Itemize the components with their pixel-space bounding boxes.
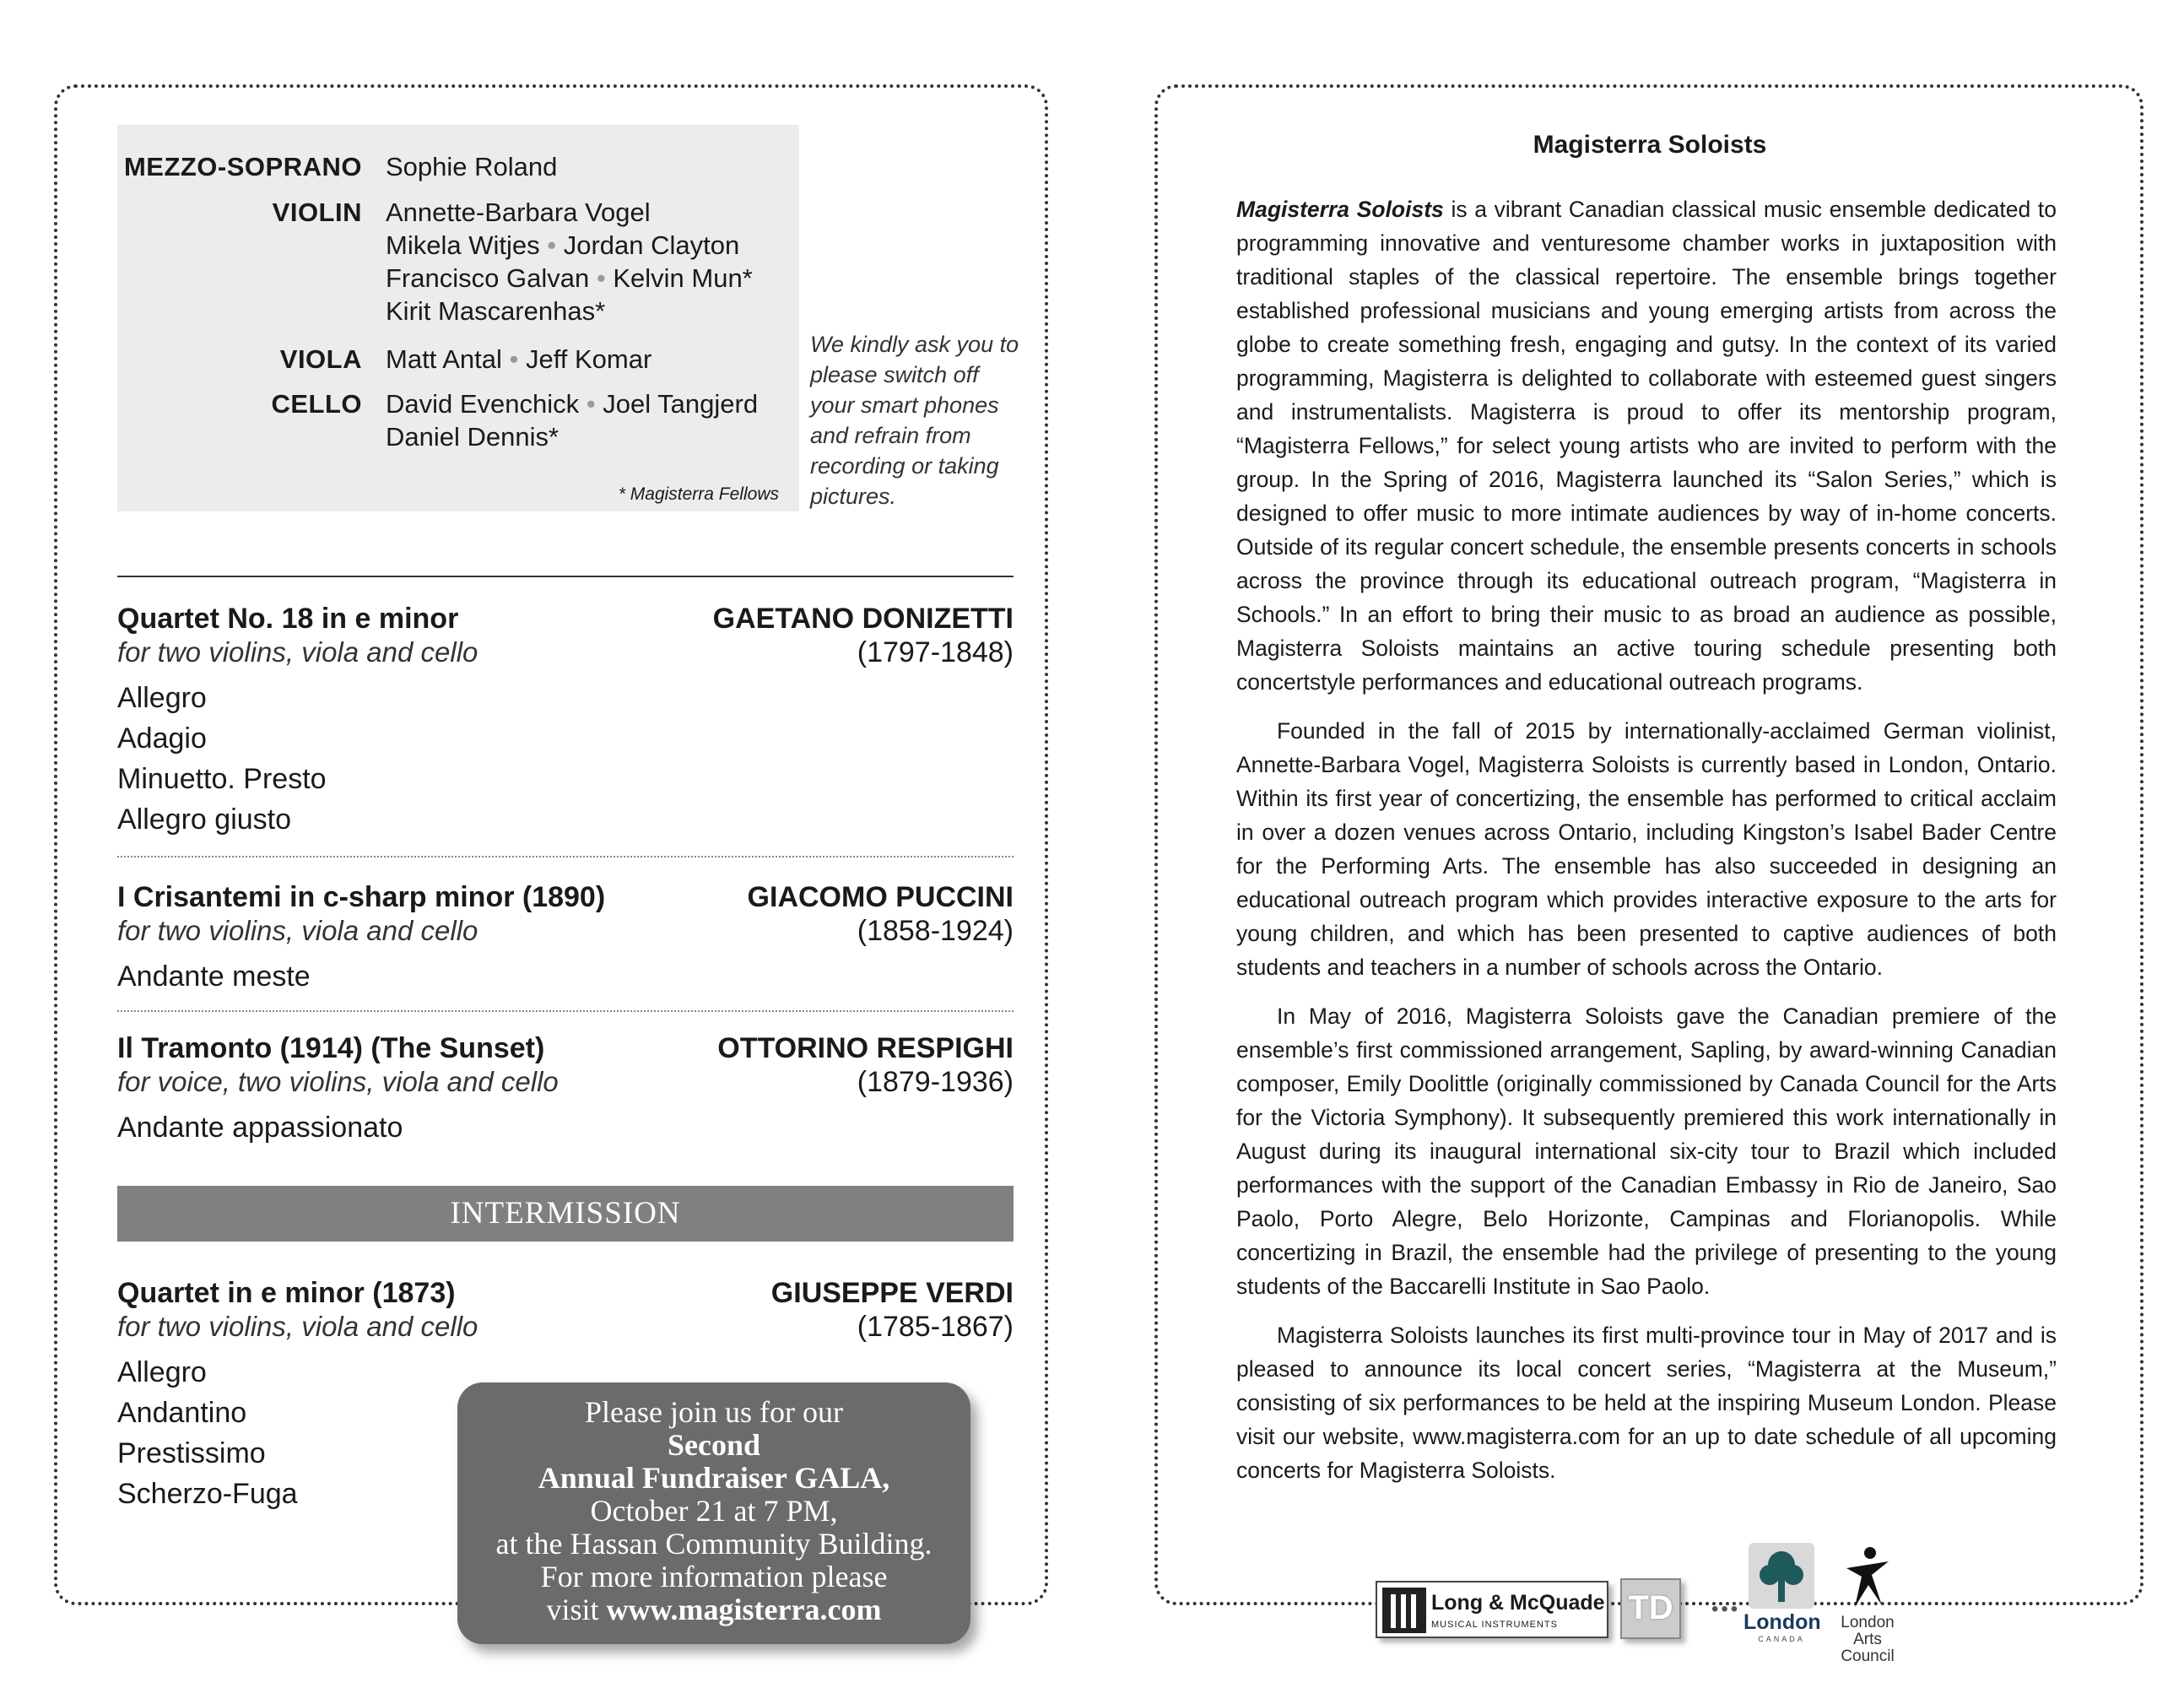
- work-divider: [117, 856, 1014, 858]
- gala-announcement: [457, 1382, 970, 1644]
- bio-paragraph: Founded in the fall of 2015 by internationally-acclaimed German violinist, Annette-Barbara Vogel, Magisterra Soloists is currently based in London, Ontario. Within its first year of concertizing, the ensemble has performed to critical acclaim in over a dozen venues across Ontario, including Kingston’s Isabel Bader Centre for the Performing Arts. The ensemble has also succeeded in designing an educational outreach program which provides interactive exposure to the arts for young children, and which has been presented to captive audiences of both students and teachers in a number of schools across the Ontario.: [1236, 718, 2057, 980]
- gala-website-link[interactable]: www.magisterra.com: [606, 1593, 882, 1626]
- sponsor-subtitle: CANADA: [1758, 1635, 1805, 1643]
- movement-list: [117, 678, 1014, 840]
- program-work: [117, 1031, 1014, 1148]
- work-instrumentation: for two violins, viola and cello: [117, 636, 478, 668]
- gala-visit-text: visit: [546, 1593, 607, 1626]
- movement: Adagio: [117, 722, 207, 755]
- long-mcquade-icon: [1382, 1588, 1426, 1633]
- bio-paragraph-text: is a vibrant Canadian classical music ensemble dedicated to programming innovative and venturesome chamber works in juxtaposition with traditional staples of the classical repertoire. The ensemble brings together established professional musicians and young emerging artists from across the globe to create something fresh, engaging and gutsy. In the context of its varied programming, Magisterra is delighted to collaborate with esteemed guest singers and instrumentalists. Magisterra is proud to offer its mentorship program, “Magisterra Fellows,” for select young artists who are invited to perform with the group. In the Spring of 2016, Magisterra launched its “Salon Series,” which is designed to offer music to more intimate audiences by way of in-home concerts. Outside of its regular concert schedule, the ensemble presents concerts in schools across the province through its educational outreach program, “Magisterra in Schools.” In an effort to bring their music to as broad an audience as possible, Magisterra Soloists maintains an active touring schedule presenting both concertstyle performances and educational outreach programs.: [1236, 197, 2057, 695]
- movement-list: [117, 1107, 1014, 1148]
- composer: [713, 602, 1014, 669]
- gala-emphasis: Second: [667, 1428, 761, 1462]
- performer-name: Kirit Mascarenhas*: [386, 296, 606, 326]
- role-label: MEZZO-SOPRANO: [123, 152, 362, 181]
- fellows-footnote: * Magisterra Fellows: [618, 484, 779, 504]
- performer-name: Sophie Roland: [386, 152, 558, 181]
- movement: Allegro: [117, 1356, 207, 1388]
- performer-name: David Evenchick: [386, 389, 580, 419]
- composer-name: GIUSEPPE VERDI: [770, 1277, 1014, 1309]
- movement: Allegro: [117, 682, 207, 714]
- gala-line: [457, 1429, 970, 1462]
- performer-name: Francisco Galvan: [386, 263, 590, 293]
- program-work: [117, 602, 1014, 840]
- bio-paragraph: [1236, 192, 2057, 699]
- work-title: Quartet No. 18 in e minor: [117, 603, 459, 635]
- section-divider: [117, 576, 1014, 577]
- bio-lead: Magisterra Soloists: [1236, 197, 1444, 222]
- composer: [748, 880, 1014, 948]
- composer-years: (1858-1924): [857, 915, 1014, 947]
- composer-name: GAETANO DONIZETTI: [712, 603, 1014, 635]
- movement: Prestissimo: [117, 1437, 266, 1469]
- movement: Allegro giusto: [117, 803, 292, 836]
- logo-separator: •••: [1711, 1598, 1741, 1620]
- work-title: Quartet in e minor (1873): [117, 1277, 456, 1309]
- phone-notice: We kindly ask you to please switch off your smart phones and refrain from recording or taking pictures.: [810, 332, 1019, 509]
- bullet-separator: •: [509, 344, 519, 374]
- bullet-separator: •: [596, 263, 606, 293]
- bio-paragraph: In May of 2016, Magisterra Soloists gave the Canadian premiere of the ensemble’s first commissioned arrangement, Sapling, by award-winning Canadian composer, Emily Doolittle (originally commissioned by Canada Council for the Arts for the Victoria Symphony). It subsequently premiered this work internationally in August during its inaugural international six-city tour to Brazil which included performances with the support of the Canadian Embassy in Rio de Janeiro, Sao Paolo, Porto Alegre, Belo Horizonte, Campinas and Florianopolis. While concertizing in Brazil, the ensemble had the privilege of presenting to the young students of the Baccarelli Institute in Sao Paolo.: [1236, 1004, 2057, 1299]
- work-title: I Crisantemi in c-sharp minor (1890): [117, 881, 606, 913]
- composer-name: OTTORINO RESPIGHI: [717, 1032, 1014, 1064]
- gala-line: For more information please: [540, 1560, 888, 1593]
- role-label: CELLO: [271, 389, 362, 419]
- performer-names: [386, 387, 758, 453]
- role-label: VIOLIN: [272, 197, 362, 227]
- composer-years: (1797-1848): [857, 636, 1014, 668]
- movement: Andante meste: [117, 960, 311, 993]
- composer: [771, 1276, 1014, 1344]
- performer-name: Jordan Clayton: [563, 230, 740, 260]
- bio-text: [1236, 192, 2057, 1502]
- sponsor-name: Council: [1841, 1647, 1895, 1665]
- role-label: VIOLA: [279, 344, 362, 374]
- bio-title: Magisterra Soloists: [1533, 131, 1767, 159]
- movement-list: [117, 956, 1014, 997]
- movement: Andante appassionato: [117, 1112, 403, 1144]
- gala-line: October 21 at 7 PM,: [590, 1494, 838, 1528]
- tree-icon: [1749, 1543, 1814, 1609]
- performers-box: [117, 125, 799, 511]
- london-arts-council-logo: [1825, 1543, 1910, 1665]
- performer-name: Kelvin Mun*: [613, 263, 753, 293]
- sponsor-name: Long & McQuade: [1431, 1591, 1605, 1615]
- performer-name: Daniel Dennis*: [386, 422, 560, 452]
- dancer-icon: [1838, 1543, 1897, 1610]
- work-divider: [117, 1010, 1014, 1012]
- td-logo: TD: [1620, 1578, 1681, 1639]
- work-instrumentation: for voice, two violins, viola and cello: [117, 1066, 559, 1097]
- bio-paragraph: Magisterra Soloists launches its first multi-province tour in May of 2017 and is pleased to announce its local concert series, “Magisterra at the Museum,” consisting of six performances to be held at the inspiring Museum London. Please visit our website, www.magisterra.com for an up to date schedule of all upcoming concerts for Magisterra Soloists.: [1236, 1323, 2057, 1483]
- program-work: [117, 880, 1014, 997]
- work-instrumentation: for two violins, viola and cello: [117, 915, 478, 946]
- composer-name: GIACOMO PUCCINI: [747, 881, 1014, 913]
- composer: [717, 1031, 1014, 1099]
- performer-name: Mikela Witjes: [386, 230, 540, 260]
- bullet-separator: •: [547, 230, 557, 260]
- intermission-banner: INTERMISSION: [117, 1186, 1014, 1242]
- bullet-separator: •: [586, 389, 596, 419]
- performer-name: Annette-Barbara Vogel: [386, 197, 651, 227]
- composer-years: (1785-1867): [857, 1311, 1014, 1343]
- performer-names: [386, 150, 557, 183]
- movement: Andantino: [117, 1397, 247, 1429]
- performer-names: [386, 196, 753, 327]
- performer-name: Matt Antal: [386, 344, 502, 374]
- city-of-london-logo: [1743, 1543, 1821, 1643]
- long-mcquade-logo: [1376, 1581, 1608, 1638]
- sponsor-name: London Arts: [1841, 1614, 1895, 1648]
- performer-names: [386, 343, 651, 376]
- performer-name: Joel Tangjerd: [603, 389, 759, 419]
- gala-line: [457, 1462, 970, 1495]
- movement: Scherzo-Fuga: [117, 1478, 298, 1510]
- gala-line: [457, 1593, 970, 1626]
- performer-name: Jeff Komar: [525, 344, 652, 374]
- gala-line: at the Hassan Community Building.: [495, 1527, 933, 1561]
- sponsor-subtitle: MUSICAL INSTRUMENTS: [1431, 1620, 1558, 1630]
- work-title: Il Tramonto (1914) (The Sunset): [117, 1032, 545, 1064]
- movement: Minuetto. Presto: [117, 763, 327, 795]
- work-instrumentation: for two violins, viola and cello: [117, 1311, 478, 1342]
- composer-years: (1879-1936): [857, 1066, 1014, 1098]
- sponsor-name: London: [1743, 1610, 1821, 1634]
- gala-line: Please join us for our: [585, 1395, 843, 1429]
- gala-emphasis: Annual Fundraiser GALA,: [538, 1461, 890, 1495]
